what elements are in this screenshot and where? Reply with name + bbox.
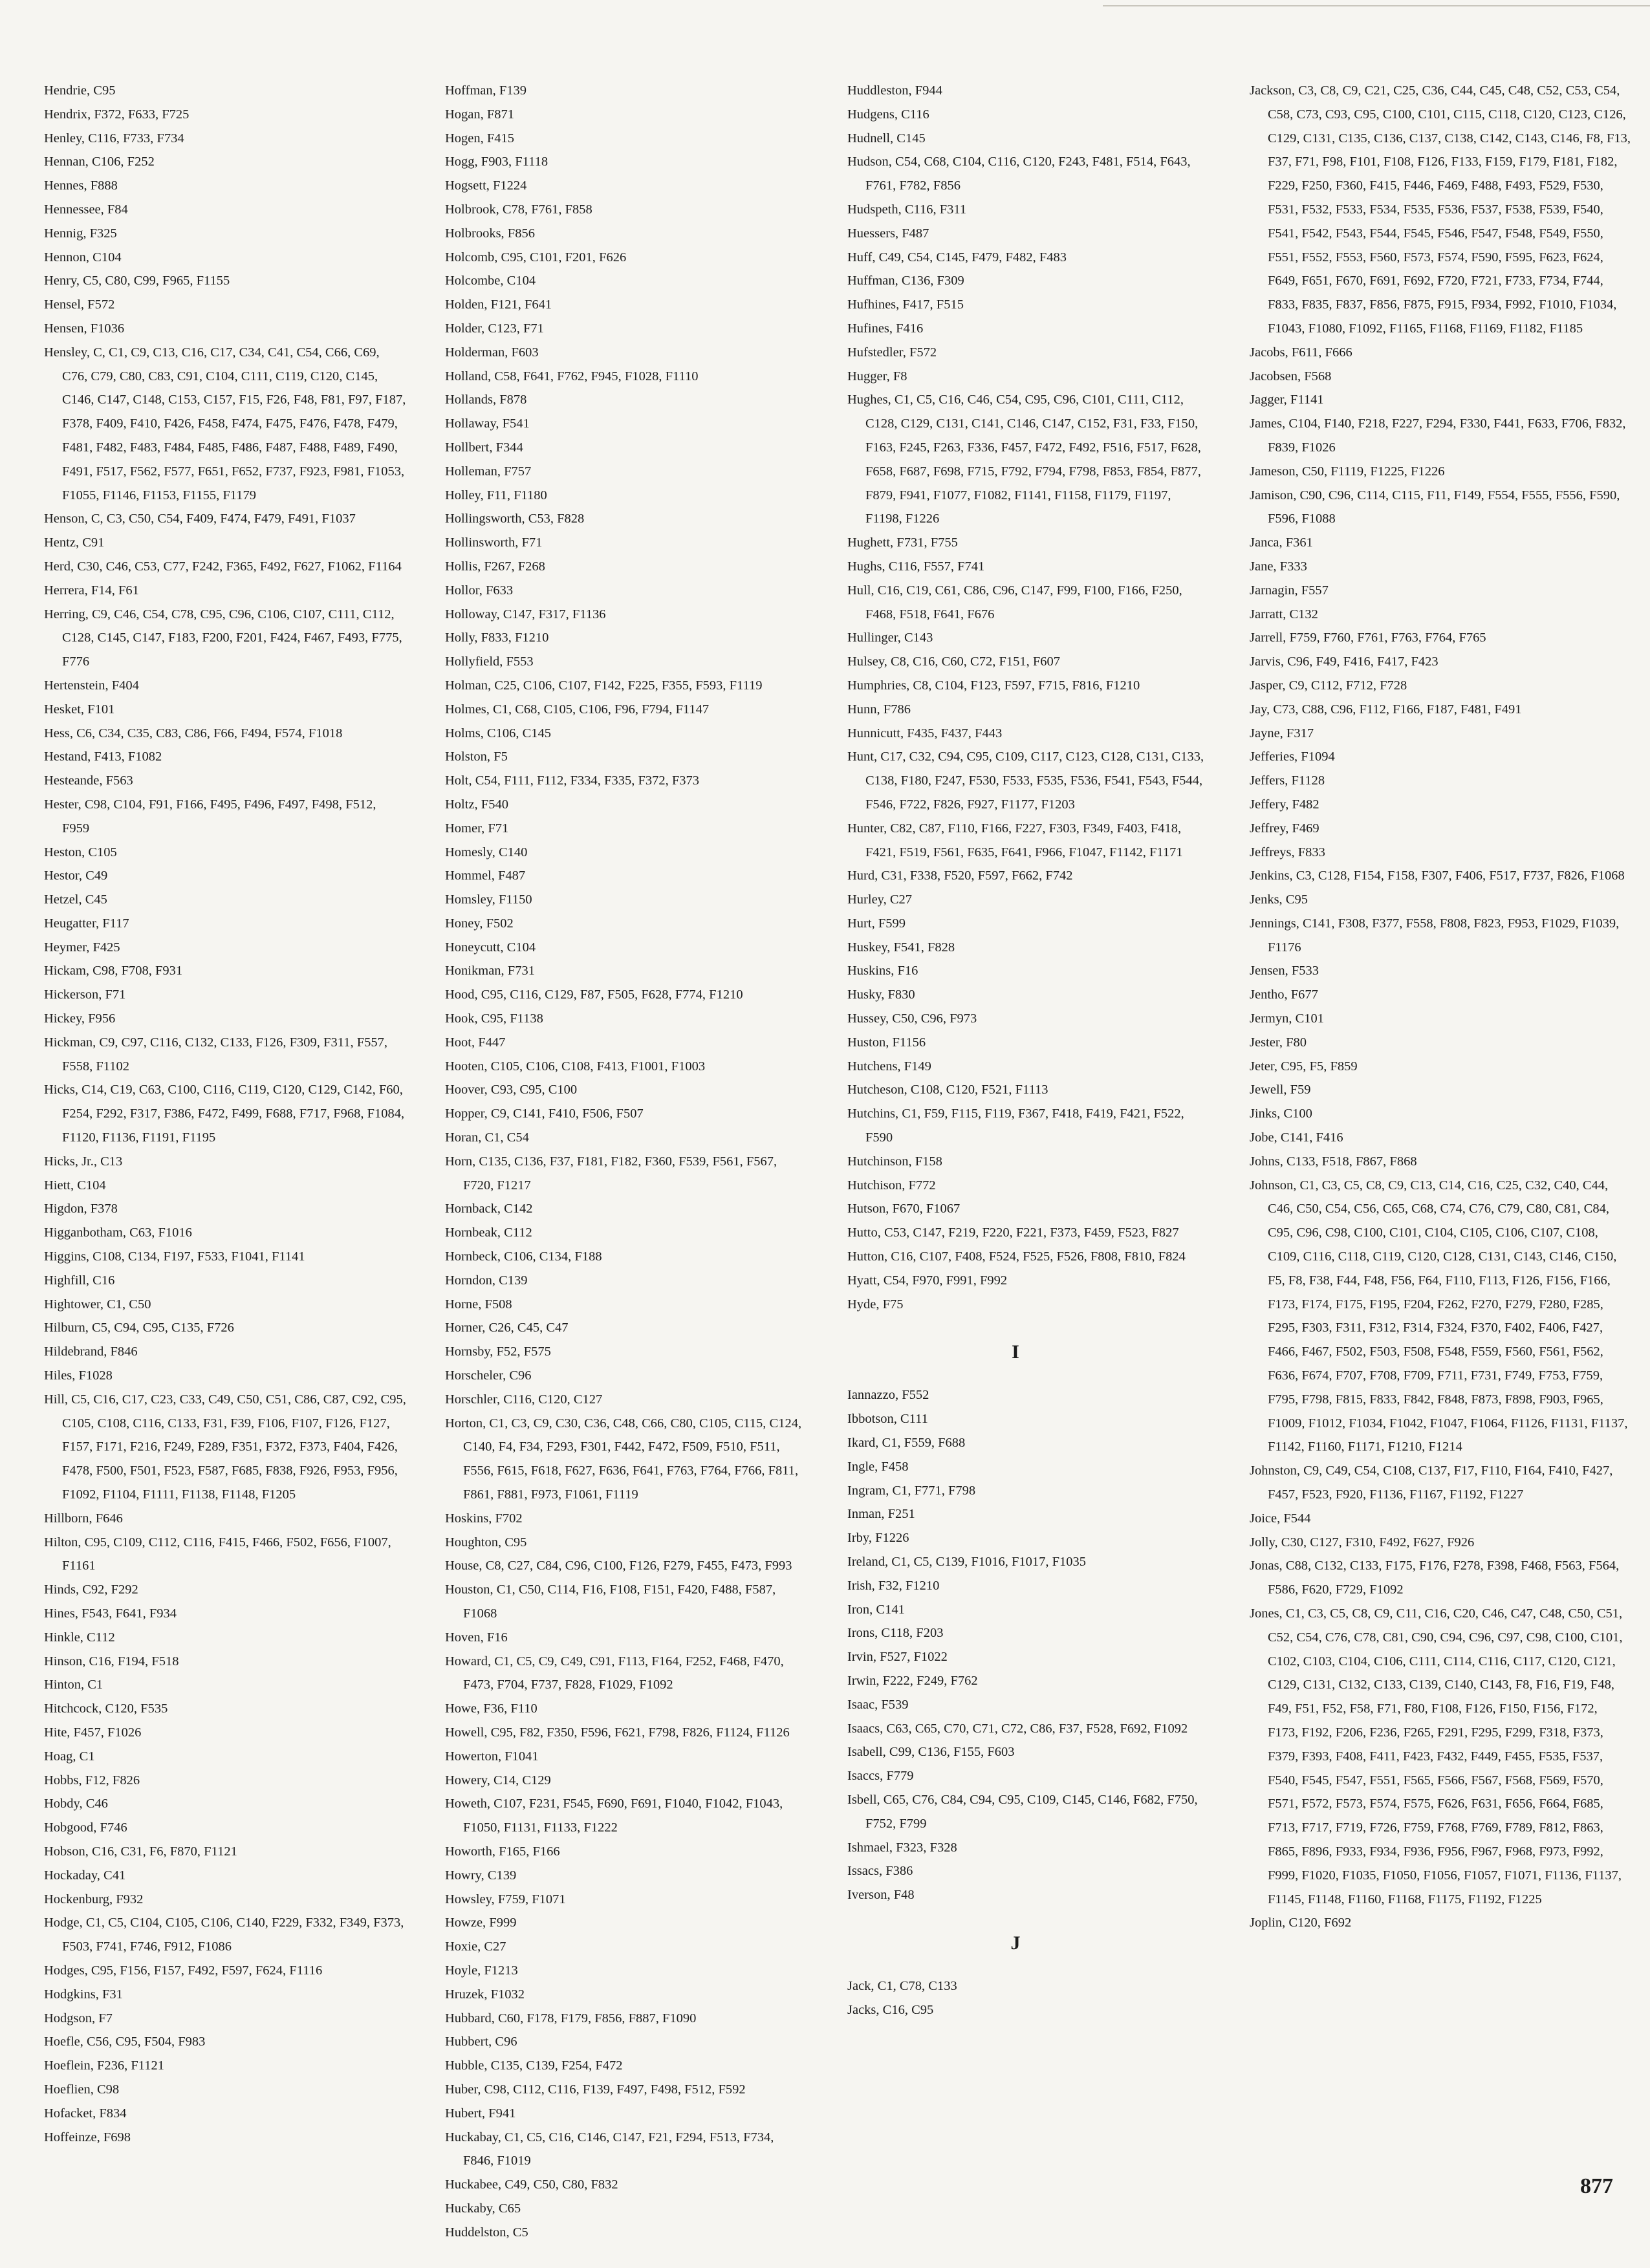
index-entry: Irvin, F527, F1022 [847,1650,948,1665]
index-entry: Hitchcock, C120, F535 [44,1701,168,1716]
index-entry: Hendrie, C95 [44,83,116,98]
index-entry: Jay, C73, C88, C96, F112, F166, F187, F481, F491 [1250,702,1522,717]
index-entry: Howell, C95, F82, F350, F596, F621, F798, F826, F1124, F1126 [445,1725,790,1740]
index-entry: Jagger, F1141 [1250,393,1324,407]
index-entry: Hobson, C16, C31, F6, F870, F1121 [44,1844,237,1859]
index-entry: Holmes, C1, C68, C105, C106, F96, F794, F1147 [445,702,710,717]
index-entry: Hutson, F670, F1067 [847,1202,961,1216]
index-entry: Homesly, C140 [445,845,528,859]
index-column-3 [847,79,1210,2022]
index-entry: Hickerson, F71 [44,988,126,1002]
index-entry: Hogen, F415 [445,131,515,146]
index-entry: Jinks, C100 [1250,1107,1312,1121]
index-entry: Howeth, C107, F231, F545, F690, F691, F1040, F1042, F1043, F1050, F1131, F1133, F1222 [445,1797,783,1835]
index-entry: Jeter, C95, F5, F859 [1250,1059,1358,1074]
index-entry: Hennessee, F84 [44,202,128,217]
index-entry: Jarnagin, F557 [1250,583,1329,598]
index-entry: Holland, C58, F641, F762, F945, F1028, F1110 [445,369,699,383]
index-entry: Hennes, F888 [44,178,118,193]
index-entry: Jeffreys, F833 [1250,845,1325,859]
page-edge-shadow [1103,5,1650,6]
index-entry: Horn, C135, C136, F37, F181, F182, F360, F539, F561, F567, F720, F1217 [445,1154,777,1193]
index-entry: Honeycutt, C104 [445,940,536,955]
index-entry: Horner, C26, C45, C47 [445,1321,569,1335]
index-entry: Hornbeck, C106, C134, F188 [445,1249,602,1264]
index-entry: Jonas, C88, C132, C133, F175, F176, F278, F398, F468, F563, F564, F586, F620, F729, F1092 [1250,1559,1620,1597]
index-entry: Jacobsen, F568 [1250,369,1332,383]
index-entry: House, C8, C27, C84, C96, C100, F126, F279, F455, F473, F993 [445,1559,792,1573]
index-entry: Hestor, C49 [44,869,108,883]
index-entry: Hunn, F786 [847,702,911,717]
index-entry: Hudnell, C145 [847,131,926,146]
index-entry: Holcomb, C95, C101, F201, F626 [445,250,627,265]
index-entry: Hesket, F101 [44,702,115,717]
index-entry: Jack, C1, C78, C133 [847,1978,957,1993]
index-entry: Hutto, C53, C147, F219, F220, F221, F373, F459, F523, F827 [847,1226,1179,1240]
index-entry: Jamison, C90, C96, C114, C115, F11, F149, F554, F555, F556, F590, F596, F1088 [1250,488,1620,526]
index-entry: Hutton, C16, C107, F408, F524, F525, F526, F808, F810, F824 [847,1249,1186,1264]
index-entry: Johnson, C1, C3, C5, C8, C9, C13, C14, C16, C25, C32, C40, C44, C46, C50, C54, C56, C65, C68, C74, C76, C79, C80, C81, C84, C95, C96, C98, C100, C101, C104, C105, C106, C107, C108, C109, C116, C118, C119, C120, C128, C131, C143, C146, C150, F5, F8, F38, F44, F48, F56, F64, F110, F113, F126, F156, F166, F173, F174, F175, F195, F204, F262, F270, F279, F280, F285, F295, F303, F311, F312, F314, F324, F370, F402, F406, F427, F466, F467, F502, F503, F508, F548, F559, F560, F561, F562, F636, F674, F707, F708, F709, F711, F731, F749, F753, F759, F795, F798, F815, F833, F842, F848, F873, F898, F903, F965, F1009, F1012, F1034, F1042, F1047, F1064, F1126, F1131, F1137, F1142, F1160, F1171, F1210, F1214 [1250,1178,1628,1454]
index-entry: Janca, F361 [1250,535,1313,550]
index-entry: Hollaway, F541 [445,416,530,431]
index-entry: Isaacs, C63, C65, C70, C71, C72, C86, F37, F528, F692, F1092 [847,1721,1188,1736]
index-entry: Huff, C49, C54, C145, F479, F482, F483 [847,250,1067,265]
index-entry: Hobbs, F12, F826 [44,1773,140,1787]
index-entry: Herrera, F14, F61 [44,583,139,598]
index-entry: Hensen, F1036 [44,321,125,336]
index-entry: Highfill, C16 [44,1273,115,1288]
index-entry: Heymer, F425 [44,940,120,955]
index-entry: Herd, C30, C46, C53, C77, F242, F365, F492, F627, F1062, F1164 [44,559,402,574]
index-entry: Higgins, C108, C134, F197, F533, F1041, F1141 [44,1249,305,1264]
index-entry: Holloway, C147, F317, F1136 [445,607,606,621]
index-entry: Hudgens, C116 [847,107,929,122]
index-entry: Holcombe, C104 [445,274,536,288]
index-entry: Jeffers, F1128 [1250,773,1325,788]
index-entry: Ireland, C1, C5, C139, F1016, F1017, F1035 [847,1555,1087,1570]
index-entry: Hurt, F599 [847,916,906,931]
index-entry: Jacks, C16, C95 [847,2002,934,2017]
index-entry: Jackson, C3, C8, C9, C21, C25, C36, C44, C45, C48, C52, C53, C54, C58, C73, C93, C95, C100, C101, C115, C118, C120, C123, C126, C129, C131, C135, C136, C137, C138, C142, C143, C146, F8, F13, F37, F71, F98, F101, F108, F126, F133, F159, F179, F181, F182, F229, F250, F360, F415, F446, F469, F488, F493, F529, F530, F531, F532, F533, F534, F535, F536, F537, F538, F539, F540, F541, F542, F543, F544, F545, F546, F547, F548, F549, F550, F551, F552, F553, F560, F573, F574, F590, F595, F623, F624, F649, F651, F670, F691, F692, F720, F721, F733, F734, F744, F833, F835, F837, F856, F875, F915, F934, F992, F1010, F1034, F1043, F1080, F1092, F1165, F1168, F1169, F1182, F1185 [1250,83,1631,336]
index-entry: Hoskins, F702 [445,1511,523,1526]
index-entry: Hestand, F413, F1082 [44,750,162,764]
index-entry: Jentho, F677 [1250,988,1318,1002]
index-entry: Hollor, F633 [445,583,514,598]
index-entry: Hommel, F487 [445,869,526,883]
index-entry: Joice, F544 [1250,1511,1311,1526]
index-entry: Huddelston, C5 [445,2225,528,2240]
index-entry: Hood, C95, C116, C129, F87, F505, F628, F774, F1210 [445,988,743,1002]
index-entry: Jewell, F59 [1250,1083,1311,1097]
index-entry: Heston, C105 [44,845,117,859]
index-entry: Hetzel, C45 [44,892,107,907]
index-entry: Hollbert, F344 [445,440,523,455]
index-entry: Hollinsworth, F71 [445,535,543,550]
index-entry: Hull, C16, C19, C61, C86, C96, C147, F99, F100, F166, F250, F468, F518, F641, F676 [847,583,1182,621]
index-entry: Higdon, F378 [44,1202,118,1216]
index-entry: Isaccs, F779 [847,1769,914,1784]
index-entry: Hill, C5, C16, C17, C23, C33, C49, C50, C51, C86, C87, C92, C95, C105, C108, C116, C133, F31, F39, F106, F107, F126, F127, F157, F171, F216, F249, F289, F351, F372, F373, F404, F426, F478, F500, F501, F523, F587, F685, F838, F926, F953, F956, F1092, F1104, F1111, F1138, F1148, F1205 [44,1392,406,1502]
index-entry: Hite, F457, F1026 [44,1725,142,1740]
index-entry: Huskey, F541, F828 [847,940,955,955]
index-entry: Homsley, F1150 [445,892,532,907]
index-entry: Hollis, F267, F268 [445,559,545,574]
index-entry: Hilburn, C5, C94, C95, C135, F726 [44,1321,234,1335]
index-entry: Hoven, F16 [445,1630,508,1645]
index-entry: Holbrook, C78, F761, F858 [445,202,592,217]
index-entry: Jennings, C141, F308, F377, F558, F808, F823, F953, F1029, F1039, F1176 [1250,916,1620,955]
index-entry: Hutcheson, C108, C120, F521, F1113 [847,1083,1048,1097]
index-entry: Inman, F251 [847,1507,915,1522]
index-entry: Isbell, C65, C76, C84, C94, C95, C109, C145, C146, F682, F750, F752, F799 [847,1792,1198,1831]
index-entry: Hruzek, F1032 [445,1987,525,2002]
index-entry: Hoxie, C27 [445,1939,506,1954]
index-entry: Hubbert, C96 [445,2035,517,2049]
index-entry: Hester, C98, C104, F91, F166, F495, F496, F497, F498, F512, F959 [44,797,376,836]
index-entry: Hyatt, C54, F970, F991, F992 [847,1273,1008,1288]
index-entry: Hickey, F956 [44,1011,116,1026]
index-entry: Hufstedler, F572 [847,345,937,360]
index-entry: Hertenstein, F404 [44,678,139,693]
index-entry: Ishmael, F323, F328 [847,1840,957,1855]
index-entry: Holleman, F757 [445,464,532,479]
index-entry: Hyde, F75 [847,1297,904,1312]
index-entry: Jefferies, F1094 [1250,750,1335,764]
index-entry: Hennon, C104 [44,250,122,265]
index-entry: Hesteande, F563 [44,773,133,788]
index-entry: Jester, F80 [1250,1035,1307,1050]
index-entry: Hoot, F447 [445,1035,506,1050]
index-entry: Howsley, F759, F1071 [445,1892,566,1906]
index-entry: Hulsey, C8, C16, C60, C72, F151, F607 [847,654,1060,669]
index-entry: Hinds, C92, F292 [44,1582,138,1597]
index-entry: Hornback, C142 [445,1202,533,1216]
index-entry: Jarvis, C96, F49, F416, F417, F423 [1250,654,1438,669]
index-entry: Hoyle, F1213 [445,1963,518,1978]
index-entry: Henry, C5, C80, C99, F965, F1155 [44,274,230,288]
index-entry: Huffman, C136, F309 [847,274,964,288]
index-entry: Huber, C98, C112, C116, F139, F497, F498, F512, F592 [445,2082,746,2097]
index-entry: Jeffrey, F469 [1250,821,1319,836]
index-entry: Hickam, C98, F708, F931 [44,964,183,978]
index-entry: Holder, C123, F71 [445,321,544,336]
index-entry: Hightower, C1, C50 [44,1297,151,1312]
index-entry: Hodgson, F7 [44,2011,113,2025]
index-entry: Jones, C1, C3, C5, C8, C9, C11, C16, C20, C46, C47, C48, C50, C51, C52, C54, C76, C78, C81, C90, C94, C96, C97, C98, C100, C101, C102, C103, C104, C106, C111, C114, C116, C117, C120, C121, C129, C131, C132, C133, C139, C140, C143, F8, F16, F19, F48, F49, F51, F52, F58, F71, F80, F108, F126, F150, F156, F172, F173, F192, F206, F236, F265, F291, F295, F299, F318, F373, F379, F393, F408, F411, F423, F432, F449, F455, F535, F537, F540, F545, F547, F551, F565, F566, F567, F568, F569, F570, F571, F572, F573, F574, F575, F626, F631, F656, F664, F685, F713, F717, F719, F726, F759, F768, F769, F789, F812, F863, F865, F896, F933, F934, F936, F956, F967, F968, F973, F992, F999, F1020, F1035, F1050, F1056, F1057, F1071, F1136, F1137, F1145, F1148, F1160, F1168, F1175, F1192, F1225 [1250,1606,1623,1906]
index-entry: Hughes, C1, C5, C16, C46, C54, C95, C96, C101, C111, C112, C128, C129, C131, C141, C146, C147, C152, F31, F33, F150, F163, F245, F263, F336, F457, F472, F492, F516, F517, F628, F658, F687, F698, F715, F792, F794, F798, F853, F854, F877, F879, F941, F1077, F1082, F1141, F1158, F1179, F1197, F1198, F1226 [847,393,1201,526]
index-entry: Herring, C9, C46, C54, C78, C95, C96, C106, C107, C111, C112, C128, C145, C147, F183, F200, F201, F424, F467, F493, F775, F776 [44,607,402,669]
index-entry: Hoover, C93, C95, C100 [445,1083,578,1097]
index-entry: Hennig, F325 [44,226,117,241]
index-entry: Hutchens, F149 [847,1059,931,1074]
index-entry: Howe, F36, F110 [445,1701,537,1716]
index-entry: Huddleston, F944 [847,83,942,98]
index-entry: Jarrell, F759, F760, F761, F763, F764, F765 [1250,631,1486,645]
index-entry: Henson, C, C3, C50, C54, F409, F474, F479, F491, F1037 [44,512,356,526]
index-entry: Holt, C54, F111, F112, F334, F335, F372, F373 [445,773,699,788]
index-column-2 [445,79,807,2245]
index-column-1 [44,79,406,2149]
index-entry: Huessers, F487 [847,226,929,241]
index-entry: Ikard, C1, F559, F688 [847,1436,966,1451]
index-entry: Hudson, C54, C68, C104, C116, C120, F243, F481, F514, F643, F761, F782, F856 [847,155,1191,193]
index-entry: Howard, C1, C5, C9, C49, C91, F113, F164, F252, F468, F470, F473, F704, F737, F828, F1029, F1092 [445,1654,784,1692]
index-entry: Holtz, F540 [445,797,508,812]
index-entry: Iverson, F48 [847,1888,915,1903]
index-entry: Jarratt, C132 [1250,607,1318,621]
index-entry: Hess, C6, C34, C35, C83, C86, F66, F494, F574, F1018 [44,726,343,740]
index-entry: Horndon, C139 [445,1273,528,1288]
index-entry: Hofacket, F834 [44,2106,127,2121]
index-entry: Hopper, C9, C141, F410, F506, F507 [445,1107,644,1121]
index-entry: Hoffman, F139 [445,83,527,98]
index-entry: Huckaby, C65 [445,2201,521,2216]
index-entry: Hoffeinze, F698 [44,2130,131,2144]
index-entry: Holston, F5 [445,750,508,764]
index-entry: Howorth, F165, F166 [445,1844,560,1859]
index-entry: Holbrooks, F856 [445,226,535,241]
index-entry: Holms, C106, C145 [445,726,552,740]
index-entry: Hines, F543, F641, F934 [44,1606,177,1621]
index-entry: Hutchison, F772 [847,1178,936,1193]
index-entry: Hurd, C31, F338, F520, F597, F662, F742 [847,869,1073,883]
index-entry: Higganbotham, C63, F1016 [44,1226,192,1240]
index-entry: Hinson, C16, F194, F518 [44,1654,179,1669]
index-entry: Honey, F502 [445,916,514,931]
index-entry: Hodgkins, F31 [44,1987,123,2002]
index-entry: James, C104, F140, F218, F227, F294, F330, F441, F633, F706, F832, F839, F1026 [1250,416,1626,455]
index-entry: Joplin, C120, F692 [1250,1916,1352,1930]
index-entry: Hutchinson, F158 [847,1154,942,1169]
index-entry: Hurley, C27 [847,892,913,907]
index-entry: Hooten, C105, C106, C108, F413, F1001, F1003 [445,1059,706,1074]
index-entry: Iron, C141 [847,1602,905,1617]
index-entry: Jayne, F317 [1250,726,1314,740]
index-entry: Holderman, F603 [445,345,539,360]
index-entry: Hollingsworth, C53, F828 [445,512,585,526]
index-entry: Jenks, C95 [1250,892,1308,907]
index-entry: Irby, F1226 [847,1531,909,1546]
index-entry: Holley, F11, F1180 [445,488,547,502]
index-entry: Honikman, F731 [445,964,535,978]
index-entry: Hughs, C116, F557, F741 [847,559,985,574]
index-entry: Hildebrand, F846 [44,1345,138,1359]
index-entry: Hobgood, F746 [44,1820,127,1835]
index-entry: Hook, C95, F1138 [445,1011,543,1026]
index-entry: Irons, C118, F203 [847,1626,944,1641]
index-entry: Hunt, C17, C32, C94, C95, C109, C117, C123, C128, C131, C133, C138, F180, F247, F530, F533, F535, F536, F541, F543, F544, F546, F722, F826, F927, F1177, F1203 [847,750,1204,812]
index-entry: Hutchins, C1, F59, F115, F119, F367, F418, F419, F421, F522, F590 [847,1107,1184,1145]
index-entry: Hensel, F572 [44,297,115,312]
index-column-4 [1250,79,1631,1935]
index-entry: Irwin, F222, F249, F762 [847,1674,978,1688]
index-entry: Hoeflein, F236, F1121 [44,2058,165,2073]
index-entry: Hilton, C95, C109, C112, C116, F415, F466, F502, F656, F1007, F1161 [44,1535,391,1573]
index-entry: Hogsett, F1224 [445,178,527,193]
index-entry: Jacobs, F611, F666 [1250,345,1352,360]
index-entry: Hornsby, F52, F575 [445,1345,551,1359]
index-entry: Holly, F833, F1210 [445,631,549,645]
index-entry: Hussey, C50, C96, F973 [847,1011,977,1026]
index-entry: Hodges, C95, F156, F157, F492, F597, F624, F1116 [44,1963,323,1978]
index-entry: Iannazzo, F552 [847,1388,929,1403]
index-entry: Ingram, C1, F771, F798 [847,1483,976,1498]
index-entry: Howze, F999 [445,1916,517,1930]
section-letter-j: J [1010,1932,1021,1954]
index-entry: Hentz, C91 [44,535,105,550]
index-entry: Jolly, C30, C127, F310, F492, F627, F926 [1250,1535,1475,1550]
index-entry: Hicks, C14, C19, C63, C100, C116, C119, C120, C129, C142, F60, F254, F292, F317, F386, F472, F499, F688, F717, F968, F1084, F1120, F1136, F1191, F1195 [44,1083,405,1145]
index-entry: Hubbard, C60, F178, F179, F856, F887, F1090 [445,2011,697,2025]
index-entry: Heugatter, F117 [44,916,129,931]
index-entry: Jermyn, C101 [1250,1011,1325,1026]
index-entry: Henley, C116, F733, F734 [44,131,184,146]
index-entry: Horton, C1, C3, C9, C30, C36, C48, C66, C80, C105, C115, C124, C140, F4, F34, F293, F301, F442, F472, F509, F510, F511, F556, F615, F618, F627, F636, F641, F763, F764, F766, F811, F861, F881, F973, F1061, F1119 [445,1416,802,1502]
h-entries-list [847,79,1210,1316]
index-entry: Jensen, F533 [1250,964,1319,978]
index-entry: Hiett, C104 [44,1178,106,1193]
index-entry: Hullinger, C143 [847,631,933,645]
page-number: 877 [1580,2174,1613,2198]
index-entry: Horscheler, C96 [445,1368,532,1383]
index-entry: Jeffery, F482 [1250,797,1319,812]
index-entry: Jasper, C9, C112, F712, F728 [1250,678,1407,693]
index-entry: Huckabay, C1, C5, C16, C146, C147, F21, F294, F513, F734, F846, F1019 [445,2130,774,2168]
index-entry: Isabell, C99, C136, F155, F603 [847,1745,1015,1760]
index-entry: Houston, C1, C50, C114, F16, F108, F151, F420, F488, F587, F1068 [445,1582,776,1621]
index-entry: Hendrix, F372, F633, F725 [44,107,190,122]
index-entry: Hunnicutt, F435, F437, F443 [847,726,1003,740]
index-entry: Hufhines, F417, F515 [847,297,964,312]
index-entry: Husky, F830 [847,988,915,1002]
index-entry: Houghton, C95 [445,1535,527,1550]
index-entry: Homer, F71 [445,821,509,836]
index-entry: Holman, C25, C106, C107, F142, F225, F355, F593, F1119 [445,678,763,693]
i-entries-list [847,1383,1210,1907]
index-entry: Howery, C14, C129 [445,1773,551,1787]
index-entry: Humphries, C8, C104, F123, F597, F715, F816, F1210 [847,678,1140,693]
index-entry: Horan, C1, C54 [445,1130,529,1145]
index-entry: Hensley, C, C1, C9, C13, C16, C17, C34, C41, C54, C66, C69, C76, C79, C80, C83, C91, C104, C111, C119, C120, C145, C146, C147, C148, C153, C157, F15, F26, F48, F81, F97, F187, F378, F409, F410, F426, F458, F474, F475, F476, F478, F479, F481, F482, F483, F484, F485, F486, F487, F488, F489, F490, F491, F517, F562, F577, F651, F652, F737, F923, F981, F1053, F1055, F1146, F1153, F1155, F1179 [44,345,406,502]
index-entry: Hunter, C82, C87, F110, F166, F227, F303, F349, F403, F418, F421, F519, F561, F635, F641, F966, F1047, F1142, F1171 [847,821,1183,859]
index-entry: Hubert, F941 [445,2106,516,2121]
index-entry: Johns, C133, F518, F867, F868 [1250,1154,1417,1169]
index-entry: Jameson, C50, F1119, F1225, F1226 [1250,464,1445,479]
index-entry: Jobe, C141, F416 [1250,1130,1343,1145]
index-entry: Hiles, F1028 [44,1368,113,1383]
index-entry: Hillborn, F646 [44,1511,123,1526]
index-entry: Horne, F508 [445,1297,512,1312]
index-entry: Hornbeak, C112 [445,1226,532,1240]
section-letter-i: I [1012,1341,1019,1363]
index-entry: Jane, F333 [1250,559,1307,574]
index-entry: Jenkins, C3, C128, F154, F158, F307, F406, F517, F737, F826, F1068 [1250,869,1625,883]
index-entry: Issacs, F386 [847,1864,913,1879]
index-entry: Holden, F121, F641 [445,297,552,312]
index-entry: Hubble, C135, C139, F254, F472 [445,2058,623,2073]
index-entry: Hockenburg, F932 [44,1892,144,1906]
index-entry: Hinton, C1 [44,1678,103,1692]
index-entry: Hoefle, C56, C95, F504, F983 [44,2035,206,2049]
index-entry: Hogg, F903, F1118 [445,155,548,169]
index-entry: Isaac, F539 [847,1697,909,1712]
j-entries-list [847,1974,1210,2022]
index-entry: Ibbotson, C111 [847,1412,928,1427]
index-entry: Horschler, C116, C120, C127 [445,1392,603,1407]
index-entry: Irish, F32, F1210 [847,1578,940,1593]
index-entry: Hockaday, C41 [44,1868,126,1883]
index-entry: Hickman, C9, C97, C116, C132, C133, F126, F309, F311, F557, F558, F1102 [44,1035,387,1074]
index-entry: Hoeflien, C98 [44,2082,120,2097]
index-entry: Hollyfield, F553 [445,654,534,669]
index-entry: Huckabee, C49, C50, C80, F832 [445,2177,618,2192]
index-entry: Ingle, F458 [847,1459,909,1474]
index-entry: Hoag, C1 [44,1749,95,1764]
index-entry: Hugger, F8 [847,369,907,383]
index-entry: Hogan, F871 [445,107,515,122]
index-entry: Howry, C139 [445,1868,517,1883]
index-entry: Huston, F1156 [847,1035,926,1050]
index-entry: Hobdy, C46 [44,1797,108,1811]
index-entry: Hughett, F731, F755 [847,535,958,550]
index-entry: Hollands, F878 [445,393,527,407]
index-entry: Hinkle, C112 [44,1630,115,1645]
index-entry: Johnston, C9, C49, C54, C108, C137, F17, F110, F164, F410, F427, F457, F523, F920, F1136, F1167, F1192, F1227 [1250,1463,1613,1502]
index-entry: Hudspeth, C116, F311 [847,202,967,217]
index-entry: Hennan, C106, F252 [44,155,155,169]
index-entry: Howerton, F1041 [445,1749,539,1764]
index-entry: Hodge, C1, C5, C104, C105, C106, C140, F229, F332, F349, F373, F503, F741, F746, F912, F1086 [44,1916,404,1954]
index-entry: Hicks, Jr., C13 [44,1154,123,1169]
index-entry: Hufines, F416 [847,321,924,336]
index-entry: Huskins, F16 [847,964,918,978]
